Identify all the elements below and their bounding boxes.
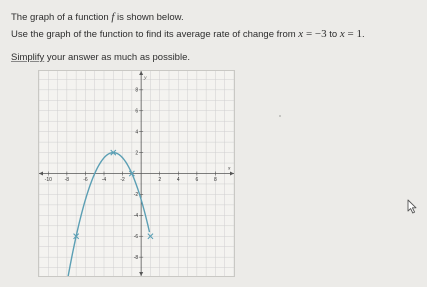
x-tick-label: 2 — [158, 177, 162, 183]
y-tick-label: -8 — [133, 254, 139, 261]
x-tick-label: -10 — [44, 177, 52, 183]
x-start-value: −3 — [314, 28, 327, 40]
y-tick-label: 4 — [135, 129, 139, 136]
x-tick-label: -6 — [83, 177, 88, 183]
x-tick-label: -4 — [101, 177, 107, 183]
x-tick-label: -8 — [64, 177, 70, 183]
x-end-value: 1 — [356, 28, 362, 40]
question-line-3-suffix: your answer as much as possible. — [44, 52, 190, 63]
y-axis-arrow-down — [139, 272, 143, 276]
x-axis-letter: x — [228, 165, 231, 172]
function-graph — [38, 70, 235, 277]
function-name: f — [111, 11, 115, 23]
x-tick-label: 8 — [214, 177, 217, 183]
y-tick-label: 2 — [135, 150, 139, 157]
equals-2: = — [344, 28, 357, 40]
stray-dot — [279, 115, 281, 117]
var-x-end: x — [339, 28, 345, 40]
x-axis-arrow-right — [230, 172, 234, 176]
question-line-2-prefix: Use the graph of the function to find its average rate of change from — [11, 29, 299, 40]
question-line-1 — [11, 11, 184, 23]
question-line-3 — [11, 52, 190, 63]
x-tick-label: 6 — [195, 177, 199, 183]
x-tick-label: 4 — [176, 177, 180, 183]
question-line-2 — [11, 28, 365, 40]
simplify-link[interactable]: Simplify — [11, 52, 45, 63]
y-axis-letter: y — [144, 75, 147, 81]
y-tick-label: -6 — [133, 234, 139, 241]
y-tick-label: 6 — [135, 108, 139, 115]
y-axis-arrow-up — [139, 71, 143, 75]
question-line-1-prefix: The graph of a function — [11, 12, 112, 23]
mouse-cursor-icon — [407, 199, 418, 214]
equals-1: = — [303, 28, 315, 40]
to-word: to — [326, 29, 340, 40]
y-tick-label: 8 — [135, 87, 139, 94]
period: . — [361, 29, 365, 40]
graph-svg — [39, 71, 234, 276]
x-tick-label: -2 — [120, 177, 125, 183]
var-x-start: x — [298, 28, 304, 40]
y-tick-label: -4 — [133, 213, 139, 220]
question-line-1-suffix: is shown below. — [114, 12, 184, 23]
x-axis-arrow-left — [39, 172, 43, 176]
y-tick-label: -2 — [133, 192, 139, 199]
